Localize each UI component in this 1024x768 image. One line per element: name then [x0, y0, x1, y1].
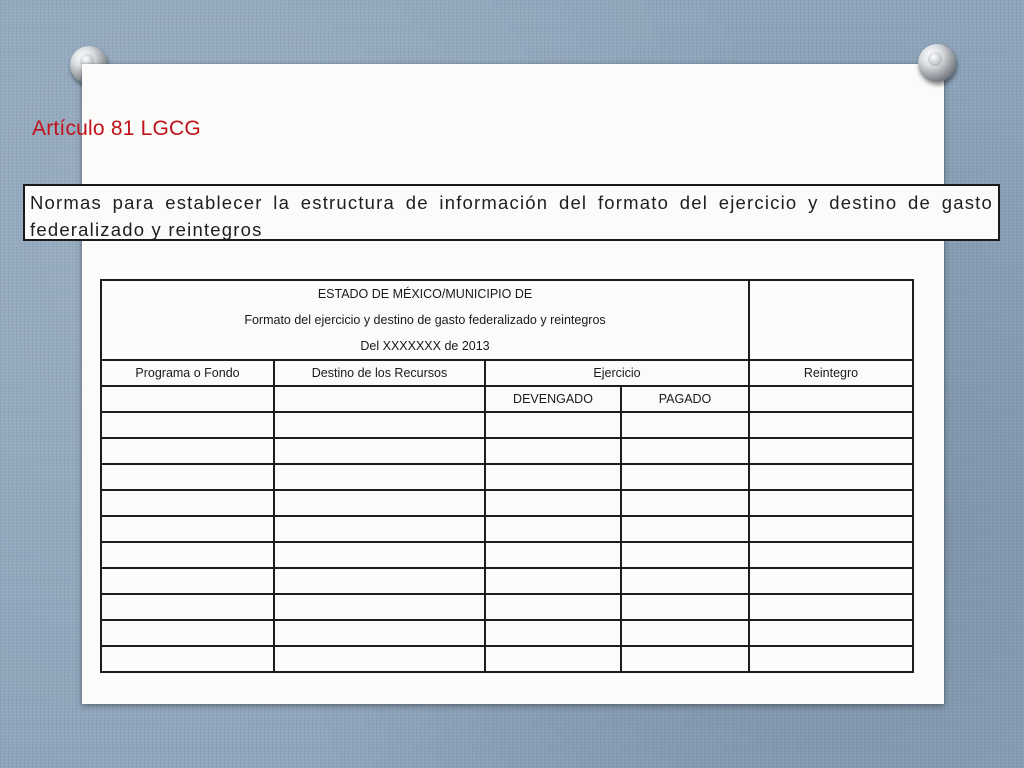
- col-programa-o-fondo: Programa o Fondo: [101, 360, 274, 386]
- table-cell[interactable]: [749, 542, 913, 568]
- table-row: [101, 516, 913, 542]
- table-cell[interactable]: [485, 542, 621, 568]
- table-cell[interactable]: [485, 412, 621, 438]
- table-cell[interactable]: [101, 542, 274, 568]
- table-cell[interactable]: [274, 646, 485, 672]
- table-cell[interactable]: [101, 516, 274, 542]
- table-cell[interactable]: [485, 620, 621, 646]
- form-header-empty-cell: [749, 280, 913, 360]
- table-cell[interactable]: [101, 568, 274, 594]
- table-cell[interactable]: [621, 594, 749, 620]
- table-cell[interactable]: [749, 516, 913, 542]
- table-cell[interactable]: [621, 412, 749, 438]
- table-cell[interactable]: [485, 464, 621, 490]
- table-row: [101, 412, 913, 438]
- table-cell[interactable]: [274, 438, 485, 464]
- table-cell[interactable]: [621, 620, 749, 646]
- gasto-federalizado-form: [100, 279, 914, 673]
- norms-text-box: [23, 184, 1000, 241]
- table-cell[interactable]: [621, 516, 749, 542]
- table-cell[interactable]: [274, 516, 485, 542]
- table-cell[interactable]: [101, 594, 274, 620]
- form-header-cell: [101, 280, 749, 360]
- table-cell[interactable]: [101, 464, 274, 490]
- table-row: [101, 568, 913, 594]
- table-cell[interactable]: [749, 620, 913, 646]
- table-cell[interactable]: [621, 490, 749, 516]
- table-cell[interactable]: [274, 490, 485, 516]
- form-header-line2: Formato del ejercicio y destino de gasto federalizado y reintegros: [244, 313, 606, 327]
- table-cell[interactable]: [749, 646, 913, 672]
- table-cell[interactable]: [101, 646, 274, 672]
- table-cell[interactable]: [621, 438, 749, 464]
- table-cell[interactable]: [485, 646, 621, 672]
- pushpin-right-icon: [918, 44, 956, 82]
- table-cell[interactable]: [101, 412, 274, 438]
- table-row: [101, 464, 913, 490]
- table-cell[interactable]: [749, 594, 913, 620]
- sub-header-row: [101, 386, 913, 412]
- table-row: [101, 542, 913, 568]
- table-row: [101, 438, 913, 464]
- table-cell[interactable]: [274, 386, 485, 412]
- table-cell[interactable]: [621, 568, 749, 594]
- table-cell[interactable]: [485, 490, 621, 516]
- table-cell[interactable]: [749, 490, 913, 516]
- table-cell[interactable]: [101, 490, 274, 516]
- table-cell[interactable]: [485, 516, 621, 542]
- table-row: [101, 646, 913, 672]
- col-devengado: DEVENGADO: [485, 386, 621, 412]
- table-cell[interactable]: [101, 438, 274, 464]
- table-cell[interactable]: [485, 438, 621, 464]
- col-ejercicio: Ejercicio: [485, 360, 749, 386]
- slide-title: Artículo 81 LGCG: [32, 117, 201, 140]
- table-cell[interactable]: [101, 386, 274, 412]
- table-cell[interactable]: [101, 620, 274, 646]
- form-header-line1: ESTADO DE MÉXICO/MUNICIPIO DE: [317, 287, 533, 301]
- column-header-row: [101, 360, 913, 386]
- table-cell[interactable]: [749, 464, 913, 490]
- table-cell[interactable]: [749, 386, 913, 412]
- table-cell[interactable]: [274, 568, 485, 594]
- table-cell[interactable]: [274, 542, 485, 568]
- table-cell[interactable]: [485, 568, 621, 594]
- form-header-line3: Del XXXXXXX de 2013: [360, 339, 490, 353]
- table-cell[interactable]: [621, 464, 749, 490]
- table-cell[interactable]: [621, 646, 749, 672]
- table-row: [101, 490, 913, 516]
- table-cell[interactable]: [749, 568, 913, 594]
- table-cell[interactable]: [274, 620, 485, 646]
- table-cell[interactable]: [274, 464, 485, 490]
- form-header-row: [101, 280, 913, 360]
- table-cell[interactable]: [485, 594, 621, 620]
- table-cell[interactable]: [621, 542, 749, 568]
- table-cell[interactable]: [274, 594, 485, 620]
- col-pagado: PAGADO: [621, 386, 749, 412]
- col-destino-de-los-recursos: Destino de los Recursos: [274, 360, 485, 386]
- table-cell[interactable]: [749, 438, 913, 464]
- norms-text: Normas para establecer la estructura de información del formato del ejercicio y destino de gasto federalizado y reintegros: [30, 192, 993, 240]
- table-cell[interactable]: [749, 412, 913, 438]
- col-reintegro: Reintegro: [749, 360, 913, 386]
- table-row: [101, 594, 913, 620]
- table-cell[interactable]: [274, 412, 485, 438]
- table-row: [101, 620, 913, 646]
